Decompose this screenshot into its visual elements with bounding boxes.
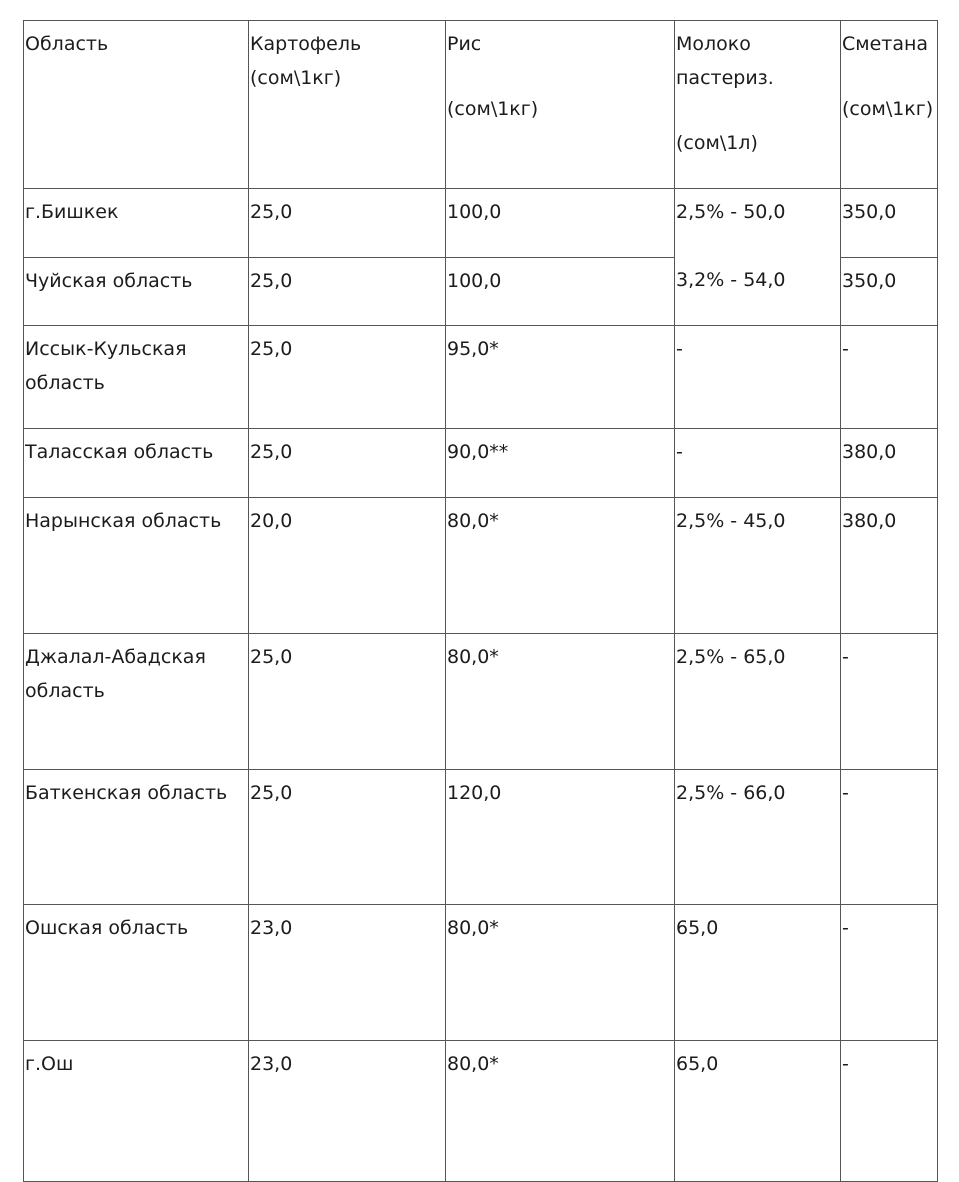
cell-potato: 25,0 bbox=[249, 326, 446, 429]
table-row bbox=[24, 326, 938, 429]
cell-potato: 25,0 bbox=[249, 770, 446, 905]
cell-region: Баткенская область bbox=[24, 770, 249, 905]
table-row bbox=[24, 770, 938, 905]
cell-sour-cream: 380,0 bbox=[841, 498, 938, 634]
cell-sour-cream: - bbox=[841, 634, 938, 770]
cell-rice: 80,0* bbox=[446, 498, 675, 634]
cell-region: Нарынская область bbox=[24, 498, 249, 634]
cell-potato: 25,0 bbox=[249, 258, 446, 326]
cell-milk: 2,5% - 45,0 bbox=[675, 498, 841, 634]
cell-rice: 100,0 bbox=[446, 258, 675, 326]
header-region bbox=[24, 21, 249, 189]
cell-potato: 25,0 bbox=[249, 189, 446, 258]
cell-rice: 95,0* bbox=[446, 326, 675, 429]
header-row bbox=[24, 21, 938, 189]
cell-potato: 23,0 bbox=[249, 1041, 446, 1182]
cell-sour-cream: - bbox=[841, 1041, 938, 1182]
header-sour-cream-label: Сметана bbox=[842, 33, 929, 55]
header-potato-unit: (сом\1кг) bbox=[250, 67, 342, 89]
header-sour-cream-unit: (сом\1кг) bbox=[842, 98, 934, 120]
cell-region: Чуйская область bbox=[24, 258, 249, 326]
header-rice bbox=[446, 21, 675, 189]
cell-potato: 20,0 bbox=[249, 498, 446, 634]
cell-sour-cream: - bbox=[841, 770, 938, 905]
cell-region: Джалал-Абадская область bbox=[24, 634, 249, 770]
cell-milk-value: 2,5% - 50,0 bbox=[676, 201, 786, 223]
cell-sour-cream: - bbox=[841, 326, 938, 429]
cell-sour-cream: 350,0 bbox=[841, 258, 938, 326]
cell-sour-cream: 380,0 bbox=[841, 429, 938, 498]
cell-rice: 80,0* bbox=[446, 634, 675, 770]
header-rice-unit: (сом\1кг) bbox=[447, 98, 539, 120]
cell-potato: 25,0 bbox=[249, 634, 446, 770]
table-row bbox=[24, 189, 938, 258]
cell-region: Иссык-Кульская область bbox=[24, 326, 249, 429]
cell-milk: - bbox=[675, 326, 841, 429]
cell-sour-cream: - bbox=[841, 905, 938, 1041]
cell-milk: 65,0 bbox=[675, 905, 841, 1041]
cell-region: г.Ош bbox=[24, 1041, 249, 1182]
cell-rice: 90,0** bbox=[446, 429, 675, 498]
header-potato bbox=[249, 21, 446, 189]
table-row bbox=[24, 905, 938, 1041]
table-row bbox=[24, 1041, 938, 1182]
header-rice-label: Рис bbox=[447, 33, 482, 55]
table-row bbox=[24, 498, 938, 634]
cell-milk: 65,0 bbox=[675, 1041, 841, 1182]
cell-region: Таласская область bbox=[24, 429, 249, 498]
cell-region: г.Бишкек bbox=[24, 189, 249, 258]
cell-potato: 23,0 bbox=[249, 905, 446, 1041]
cell-sour-cream: 350,0 bbox=[841, 189, 938, 258]
table-row bbox=[24, 429, 938, 498]
header-milk-sublabel: пастериз. bbox=[676, 67, 774, 89]
cell-rice: 80,0* bbox=[446, 1041, 675, 1182]
header-region-label: Область bbox=[25, 33, 109, 55]
header-milk bbox=[675, 21, 841, 189]
cell-rice: 120,0 bbox=[446, 770, 675, 905]
cell-milk bbox=[675, 189, 841, 326]
cell-milk: 2,5% - 65,0 bbox=[675, 634, 841, 770]
cell-potato: 25,0 bbox=[249, 429, 446, 498]
header-sour-cream bbox=[841, 21, 938, 189]
cell-rice: 100,0 bbox=[446, 189, 675, 258]
cell-milk: - bbox=[675, 429, 841, 498]
cell-rice: 80,0* bbox=[446, 905, 675, 1041]
cell-region: Ошская область bbox=[24, 905, 249, 1041]
price-table bbox=[23, 20, 938, 1182]
header-milk-unit: (сом\1л) bbox=[676, 132, 758, 154]
header-potato-label: Картофель bbox=[250, 33, 362, 55]
cell-milk-value: 3,2% - 54,0 bbox=[676, 269, 786, 291]
cell-milk: 2,5% - 66,0 bbox=[675, 770, 841, 905]
header-milk-label: Молоко bbox=[676, 33, 751, 55]
table-row bbox=[24, 634, 938, 770]
